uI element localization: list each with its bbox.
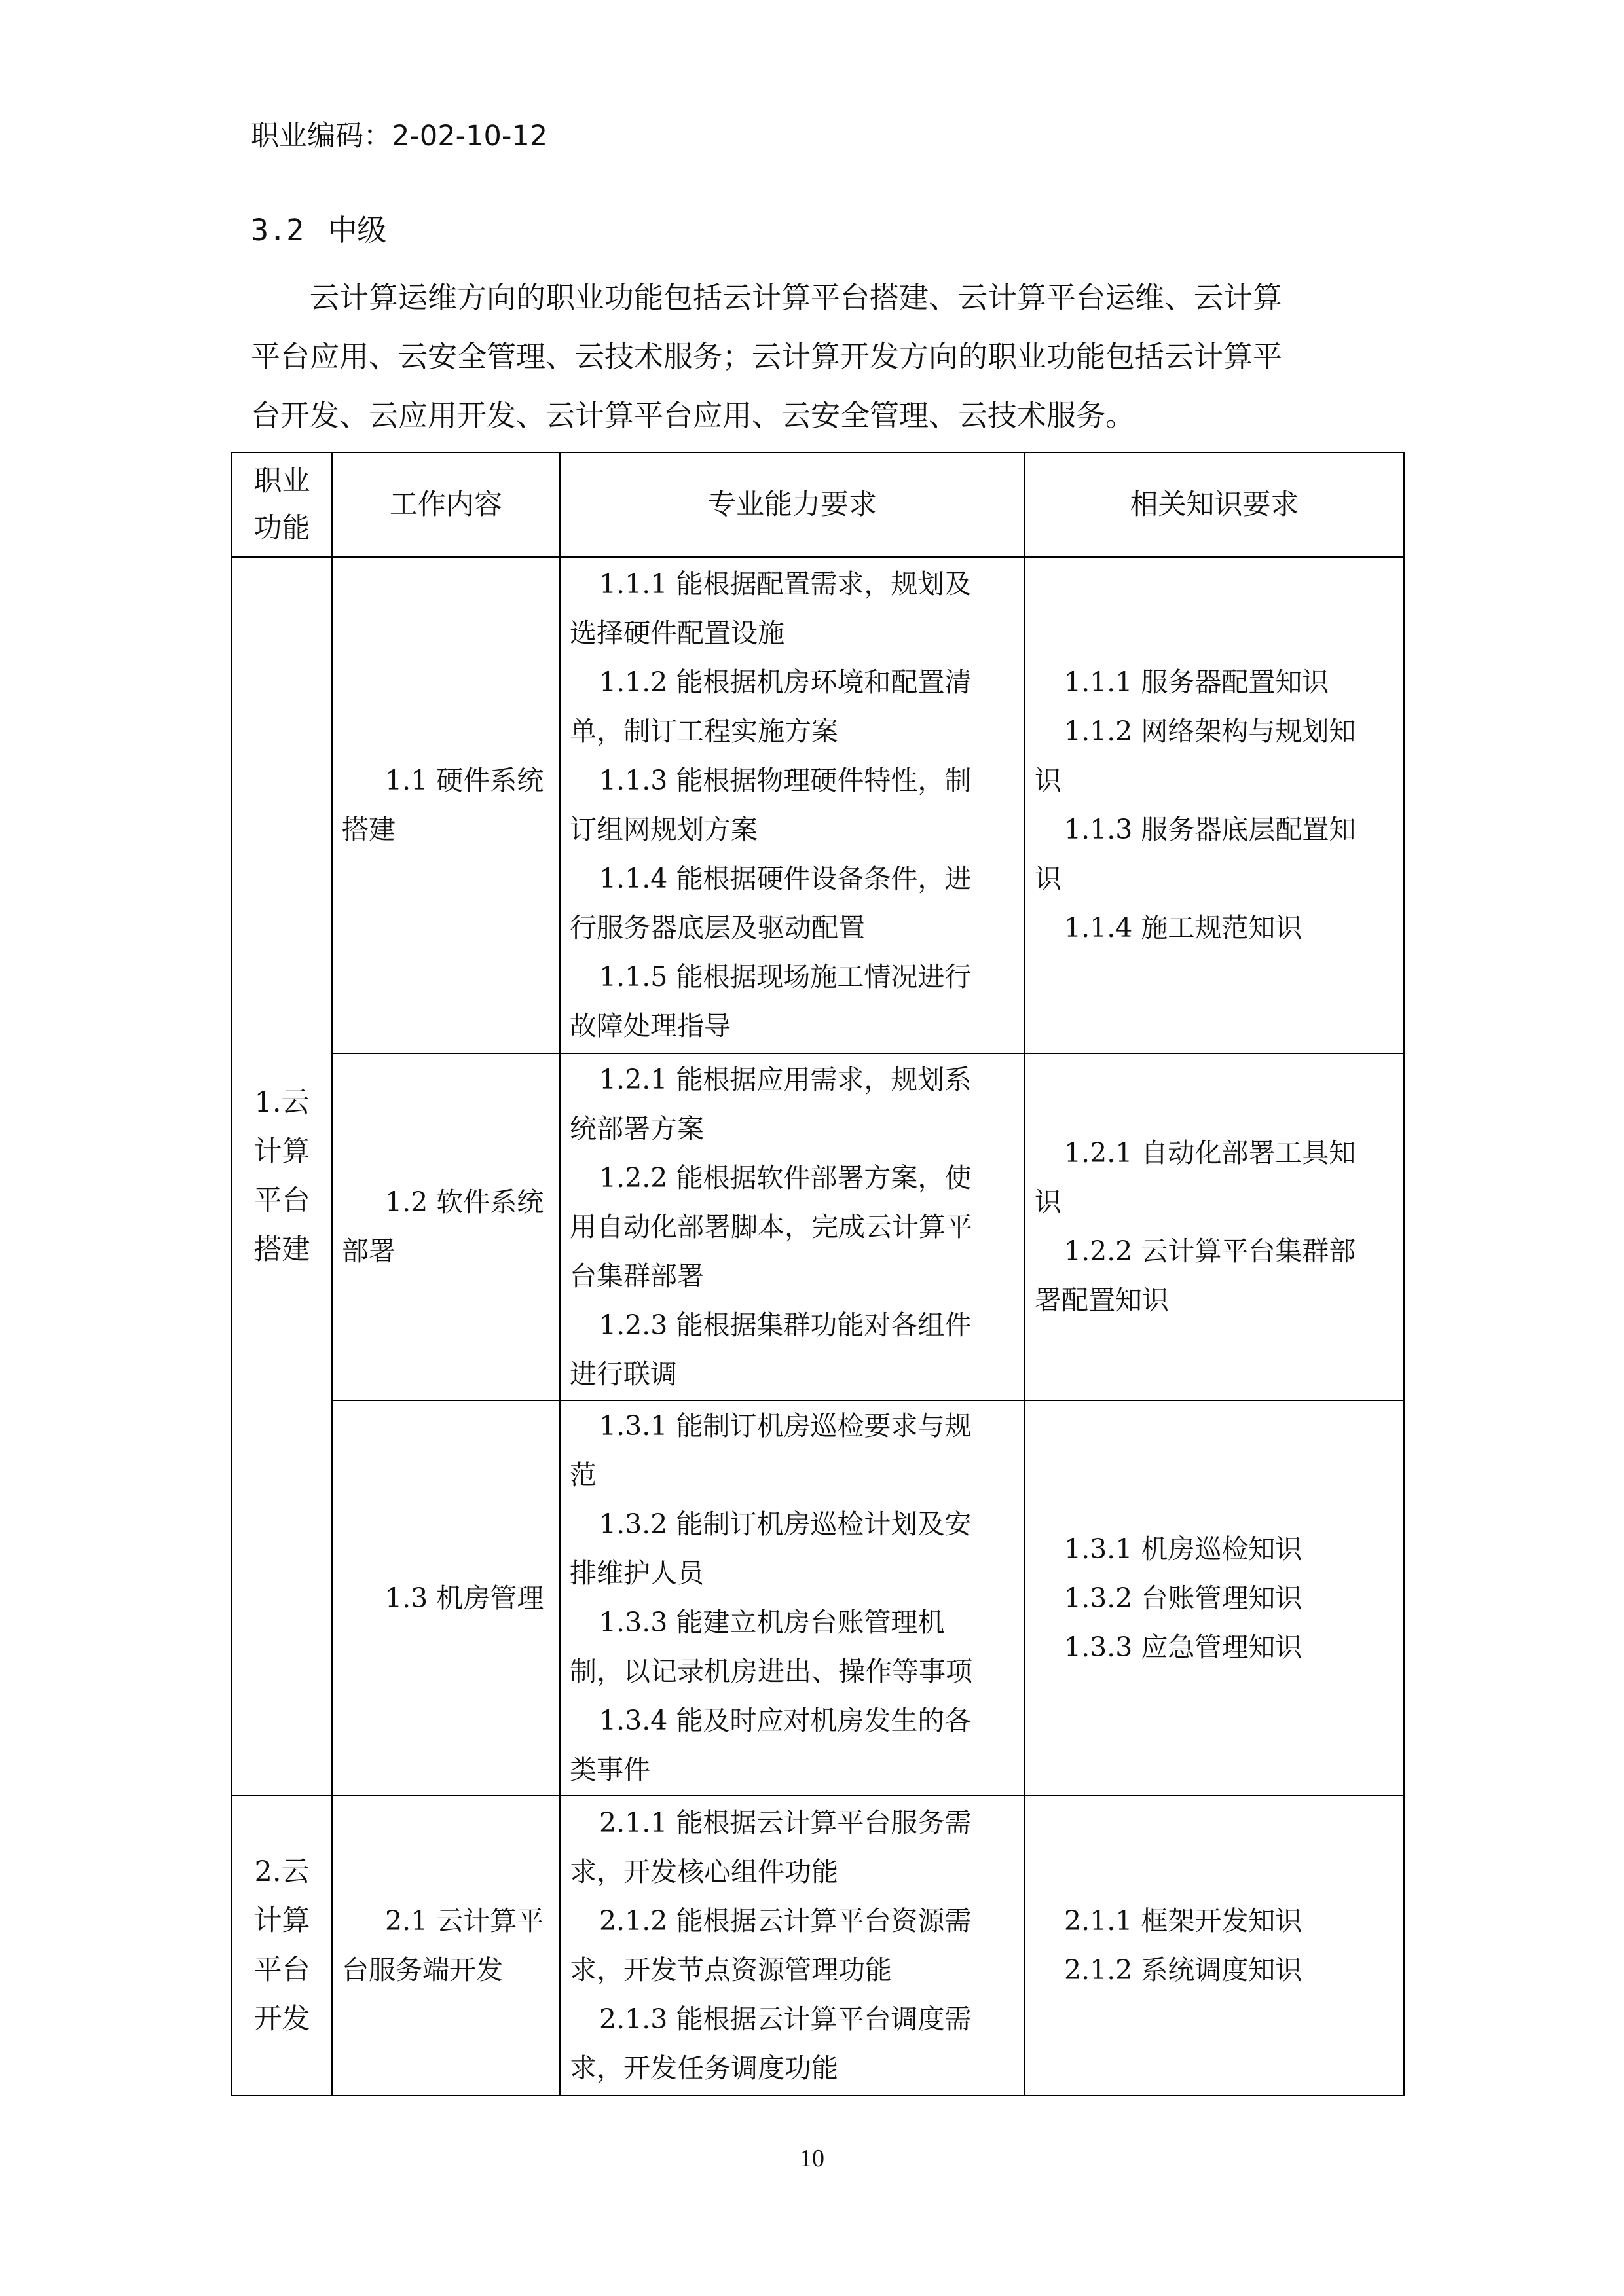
ability-line: 1.1.2 能根据机房环境和配置清	[599, 666, 972, 698]
work-content-cell	[332, 1053, 560, 1400]
ability-item	[570, 953, 1015, 1051]
work-line: 1.2 软件系统	[385, 1186, 544, 1218]
ability-line: 选择硬件配置设施	[570, 617, 784, 649]
knowledge-item	[1035, 1946, 1394, 1995]
knowledge-line: 识	[1035, 863, 1061, 894]
work-line: 2.1 云计算平	[385, 1905, 544, 1937]
function-line: 平台	[253, 1184, 310, 1217]
ability-line: 2.1.1 能根据云计算平台服务需	[599, 1807, 972, 1838]
knowledge-item	[1035, 1574, 1394, 1623]
knowledge-line: 1.1.1 服务器配置知识	[1064, 666, 1329, 698]
requirements-table	[231, 452, 1405, 2096]
ability-line: 求，开发核心组件功能	[570, 1856, 838, 1887]
knowledge-line: 识	[1035, 765, 1061, 796]
header-function-line: 职业	[253, 465, 310, 498]
section-number: 3.2	[251, 213, 304, 247]
table-header-row	[232, 452, 1404, 557]
section-heading	[251, 211, 386, 250]
ability-line: 进行联调	[570, 1358, 677, 1390]
knowledge-item	[1035, 658, 1394, 707]
ability-line: 行服务器底层及驱动配置	[570, 912, 865, 943]
knowledge-item	[1035, 1623, 1394, 1672]
ability-line: 1.2.1 能根据应用需求，规划系	[599, 1063, 972, 1095]
function-line: 计算	[253, 1904, 310, 1937]
ability-item	[570, 1402, 1015, 1500]
ability-line: 制，以记录机房进出、操作等事项	[570, 1656, 972, 1687]
knowledge-item	[1035, 707, 1394, 805]
ability-line: 1.3.4 能及时应对机房发生的各	[599, 1705, 972, 1736]
knowledge-item	[1035, 1525, 1394, 1574]
ability-line: 1.1.4 能根据硬件设备条件，进	[599, 863, 972, 894]
ability-item	[570, 1055, 1015, 1154]
ability-cell	[560, 1053, 1025, 1400]
ability-line: 用自动化部署脚本，完成云计算平	[570, 1211, 972, 1243]
header-work: 工作内容	[332, 452, 560, 557]
ability-item	[570, 658, 1015, 756]
intro-line: 台开发、云应用开发、云计算平台应用、云安全管理、云技术服务。	[251, 398, 1135, 433]
ability-line: 台集群部署	[570, 1260, 704, 1292]
ability-item	[570, 756, 1015, 854]
header-ability: 专业能力要求	[560, 452, 1025, 557]
ability-item	[570, 1154, 1015, 1301]
header-function	[232, 452, 332, 557]
knowledge-cell	[1025, 557, 1404, 1053]
work-line: 1.3 机房管理	[385, 1582, 544, 1614]
ability-line: 2.1.2 能根据云计算平台资源需	[599, 1905, 972, 1937]
function-cell	[232, 1796, 332, 2096]
function-cell	[232, 557, 332, 1796]
work-content-cell	[332, 557, 560, 1053]
knowledge-line: 署配置知识	[1035, 1285, 1169, 1316]
knowledge-line: 1.1.4 施工规范知识	[1064, 912, 1302, 943]
ability-line: 范	[570, 1459, 597, 1491]
function-line: 2.云	[254, 1855, 310, 1888]
ability-line: 求，开发任务调度功能	[570, 2052, 838, 2084]
function-line: 1.云	[254, 1086, 310, 1119]
header-knowledge: 相关知识要求	[1025, 452, 1404, 557]
ability-item	[570, 1500, 1015, 1598]
work-content-cell	[332, 1796, 560, 2096]
knowledge-item	[1035, 1129, 1394, 1227]
work-line: 台服务端开发	[342, 1954, 503, 1986]
table-row	[232, 1400, 1404, 1796]
ability-line: 类事件	[570, 1754, 650, 1785]
ability-line: 1.2.3 能根据集群功能对各组件	[599, 1309, 972, 1341]
page-number: 10	[800, 2145, 824, 2172]
work-line: 部署	[342, 1235, 396, 1267]
header-function-line: 功能	[253, 512, 310, 545]
knowledge-line: 2.1.2 系统调度知识	[1064, 1954, 1302, 1986]
ability-cell	[560, 557, 1025, 1053]
ability-line: 单，制订工程实施方案	[570, 716, 838, 747]
work-line: 搭建	[342, 814, 396, 845]
ability-line: 1.2.2 能根据软件部署方案，使	[599, 1161, 972, 1194]
knowledge-line: 1.1.2 网络架构与规划知	[1064, 716, 1356, 747]
knowledge-item	[1035, 903, 1394, 953]
ability-cell	[560, 1400, 1025, 1796]
table-row	[232, 1796, 1404, 2096]
ability-line: 1.3.2 能制订机房巡检计划及安	[599, 1508, 972, 1540]
function-line: 开发	[253, 2003, 310, 2035]
ability-item	[570, 1995, 1015, 2093]
knowledge-line: 识	[1035, 1186, 1061, 1218]
ability-item	[570, 854, 1015, 953]
ability-item	[570, 560, 1015, 658]
knowledge-item	[1035, 1897, 1394, 1946]
knowledge-line: 1.3.3 应急管理知识	[1064, 1631, 1302, 1663]
knowledge-line: 1.2.1 自动化部署工具知	[1064, 1137, 1356, 1169]
ability-item	[570, 1598, 1015, 1696]
ability-line: 求，开发节点资源管理功能	[570, 1954, 892, 1986]
function-line: 计算	[253, 1135, 310, 1168]
ability-item	[570, 1798, 1015, 1897]
ability-line: 排维护人员	[570, 1558, 704, 1589]
ability-item	[570, 1696, 1015, 1795]
ability-line: 1.3.1 能制订机房巡检要求与规	[599, 1410, 972, 1442]
function-line: 搭建	[253, 1233, 310, 1266]
table-row	[232, 1053, 1404, 1400]
knowledge-cell	[1025, 1400, 1404, 1796]
ability-line: 1.1.3 能根据物理硬件特性，制	[599, 765, 972, 796]
ability-line: 统部署方案	[570, 1112, 704, 1144]
intro-line: 云计算运维方向的职业功能包括云计算平台搭建、云计算平台运维、云计算	[310, 280, 1283, 315]
ability-item	[570, 1301, 1015, 1399]
ability-line: 订组网规划方案	[570, 814, 758, 845]
ability-cell	[560, 1796, 1025, 2096]
occupation-code: 职业编码：2-02-10-12	[251, 120, 548, 153]
knowledge-line: 1.1.3 服务器底层配置知	[1064, 814, 1356, 845]
ability-line: 2.1.3 能根据云计算平台调度需	[599, 2003, 972, 2035]
knowledge-line: 1.2.2 云计算平台集群部	[1064, 1235, 1356, 1267]
knowledge-line: 1.3.1 机房巡检知识	[1064, 1533, 1302, 1565]
knowledge-cell	[1025, 1053, 1404, 1400]
ability-line: 1.1.1 能根据配置需求，规划及	[599, 568, 972, 600]
intro-line: 平台应用、云安全管理、云技术服务；云计算开发方向的职业功能包括云计算平	[251, 339, 1283, 374]
ability-line: 故障处理指导	[570, 1010, 731, 1042]
work-content-cell	[332, 1400, 560, 1796]
ability-line: 1.1.5 能根据现场施工情况进行	[599, 961, 972, 993]
knowledge-item	[1035, 1227, 1394, 1325]
ability-line: 1.3.3 能建立机房台账管理机	[599, 1607, 945, 1638]
knowledge-line: 2.1.1 框架开发知识	[1064, 1905, 1302, 1937]
section-title: 中级	[327, 213, 387, 247]
function-line: 平台	[253, 1954, 310, 1986]
knowledge-item	[1035, 805, 1394, 903]
intro-paragraph	[251, 268, 1403, 445]
ability-item	[570, 1897, 1015, 1995]
table-row	[232, 557, 1404, 1053]
work-line: 1.1 硬件系统	[385, 765, 544, 796]
knowledge-line: 1.3.2 台账管理知识	[1064, 1582, 1302, 1614]
knowledge-cell	[1025, 1796, 1404, 2096]
